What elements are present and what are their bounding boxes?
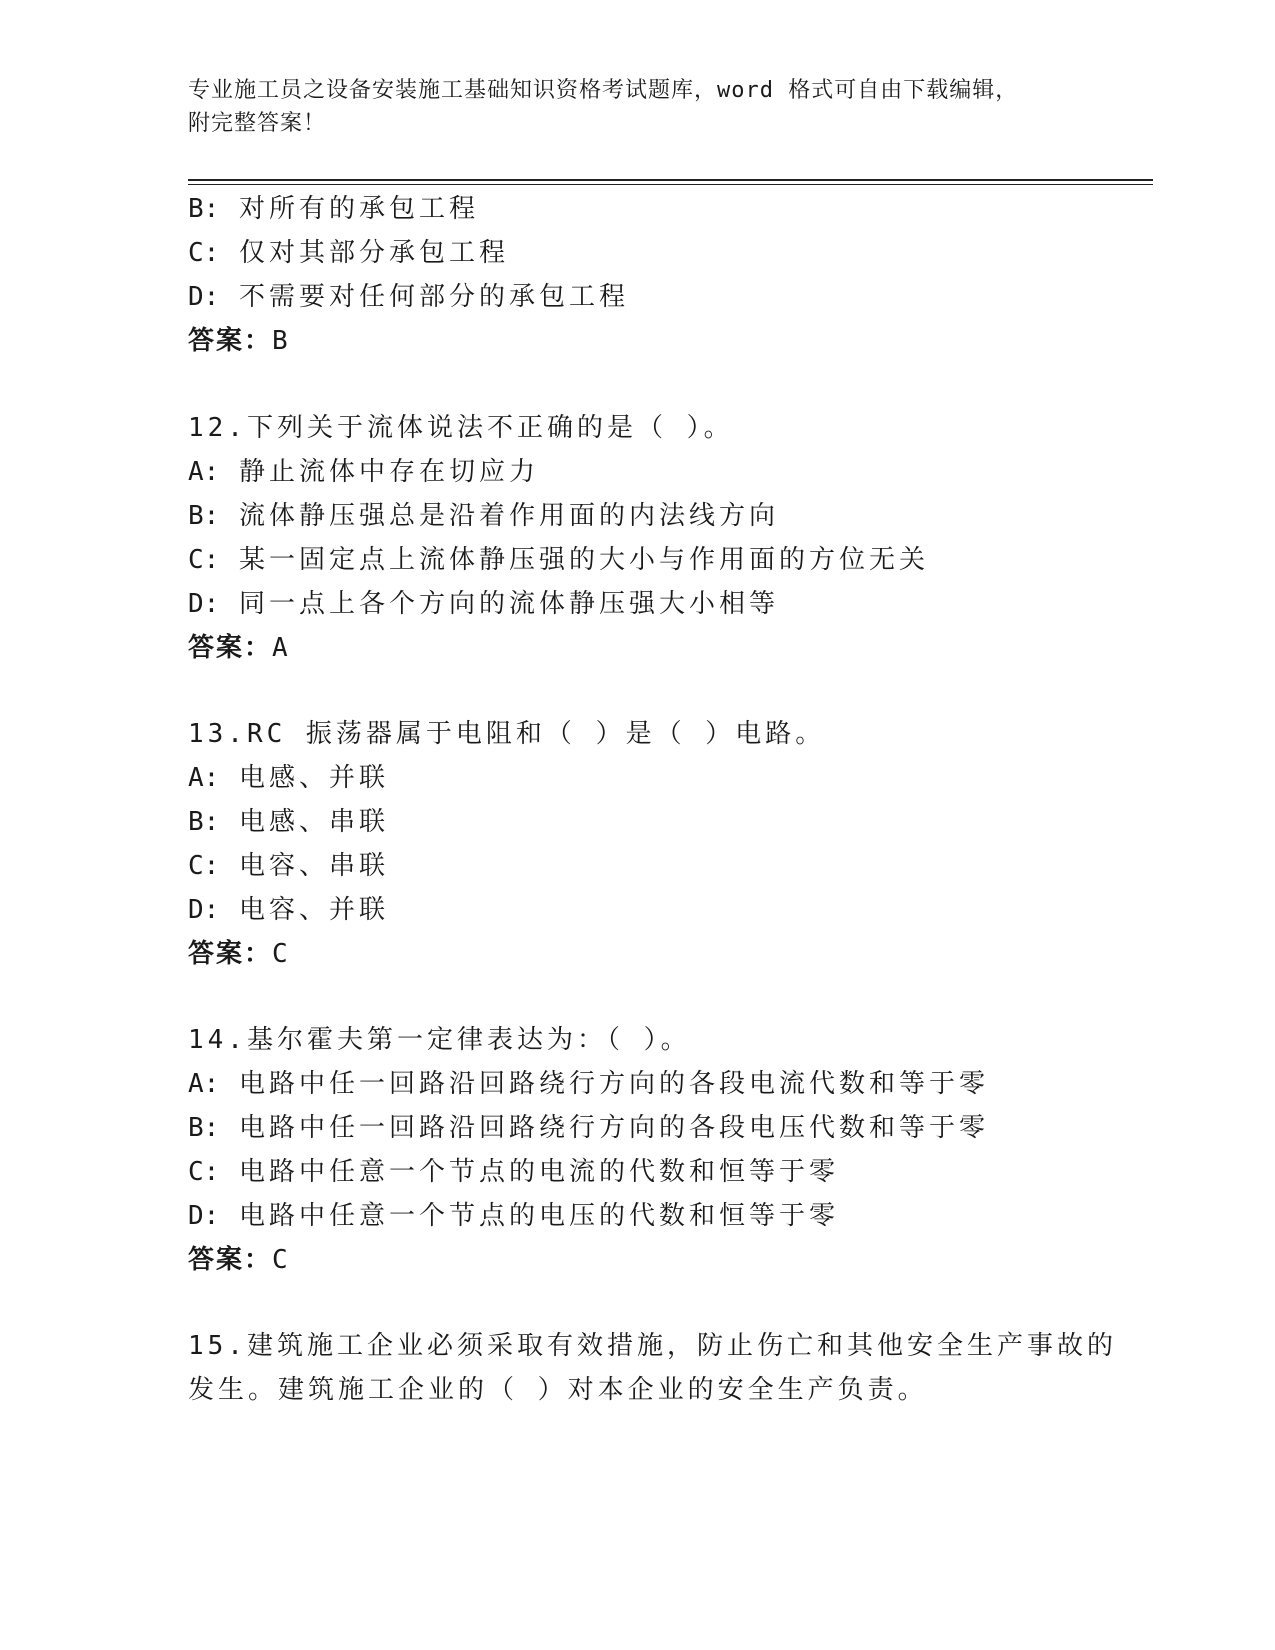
header-divider-thin bbox=[188, 184, 1153, 185]
option-text: 电感、并联 bbox=[238, 763, 389, 793]
question-stem: 12.下列关于流体说法不正确的是（ ）。 bbox=[188, 413, 734, 443]
option-row bbox=[188, 893, 389, 927]
option-text: 电路中任意一个节点的电压的代数和恒等于零 bbox=[238, 1201, 839, 1231]
option-row bbox=[188, 499, 779, 533]
option-key: B: bbox=[188, 1113, 220, 1143]
answer-row bbox=[188, 324, 290, 358]
option-text: 某一固定点上流体静压强的大小与作用面的方位无关 bbox=[238, 545, 929, 575]
option-key: C: bbox=[188, 1157, 220, 1187]
option-row bbox=[188, 280, 629, 314]
document-header bbox=[188, 74, 1088, 140]
option-row bbox=[188, 761, 389, 795]
option-row bbox=[188, 1155, 839, 1189]
option-row bbox=[188, 805, 389, 839]
option-text: 电容、串联 bbox=[238, 851, 389, 881]
option-key: B: bbox=[188, 807, 220, 837]
option-key: C: bbox=[188, 545, 220, 575]
option-key: A: bbox=[188, 457, 220, 487]
option-text: 电容、并联 bbox=[238, 895, 389, 925]
question-stem: 14.基尔霍夫第一定律表达为：（ ）。 bbox=[188, 1025, 691, 1055]
option-text: 电路中任一回路沿回路绕行方向的各段电压代数和等于零 bbox=[238, 1113, 989, 1143]
option-row bbox=[188, 587, 779, 621]
header-divider-thick bbox=[188, 179, 1153, 181]
option-key: D: bbox=[188, 1201, 220, 1231]
option-row bbox=[188, 236, 509, 270]
option-row bbox=[188, 455, 539, 489]
option-text: 电感、串联 bbox=[238, 807, 389, 837]
option-row bbox=[188, 849, 389, 883]
option-text: 电路中任一回路沿回路绕行方向的各段电流代数和等于零 bbox=[238, 1069, 989, 1099]
option-key: B: bbox=[188, 194, 220, 224]
question-stem-line-1: 15.建筑施工企业必须采取有效措施，防止伤亡和其他安全生产事故的 bbox=[188, 1331, 1117, 1361]
option-key: A: bbox=[188, 763, 220, 793]
option-text: 仅对其部分承包工程 bbox=[238, 238, 509, 268]
option-text: 电路中任意一个节点的电流的代数和恒等于零 bbox=[238, 1157, 839, 1187]
option-key: D: bbox=[188, 895, 220, 925]
option-key: A: bbox=[188, 1069, 220, 1099]
option-key: C: bbox=[188, 238, 220, 268]
option-text: 不需要对任何部分的承包工程 bbox=[238, 282, 629, 312]
answer-row bbox=[188, 631, 290, 665]
answer-value: A bbox=[272, 633, 290, 663]
option-key: B: bbox=[188, 501, 220, 531]
option-text: 对所有的承包工程 bbox=[238, 194, 479, 224]
answer-value: C bbox=[272, 939, 290, 969]
answer-label: 答案： bbox=[188, 633, 273, 663]
option-key: C: bbox=[188, 851, 220, 881]
option-text: 同一点上各个方向的流体静压强大小相等 bbox=[238, 589, 779, 619]
option-row bbox=[188, 1067, 989, 1101]
option-text: 流体静压强总是沿着作用面的内法线方向 bbox=[238, 501, 779, 531]
answer-row bbox=[188, 937, 290, 971]
answer-value: C bbox=[272, 1245, 290, 1275]
header-line-2: 附完整答案！ bbox=[188, 111, 327, 136]
option-row bbox=[188, 192, 479, 226]
header-line-1: 专业施工员之设备安装施工基础知识资格考试题库，word 格式可自由下载编辑， bbox=[188, 78, 1019, 103]
answer-row bbox=[188, 1243, 290, 1277]
option-row bbox=[188, 543, 929, 577]
option-row bbox=[188, 1111, 989, 1145]
answer-value: B bbox=[272, 326, 290, 356]
answer-label: 答案： bbox=[188, 939, 273, 969]
answer-label: 答案： bbox=[188, 326, 273, 356]
question-stem: 13.RC 振荡器属于电阻和（ ）是（ ）电路。 bbox=[188, 719, 826, 749]
option-key: D: bbox=[188, 282, 220, 312]
question-stem-line-2: 发生。建筑施工企业的（ ）对本企业的安全生产负责。 bbox=[188, 1375, 928, 1405]
option-text: 静止流体中存在切应力 bbox=[238, 457, 539, 487]
answer-label: 答案： bbox=[188, 1245, 273, 1275]
option-key: D: bbox=[188, 589, 220, 619]
option-row bbox=[188, 1199, 839, 1233]
